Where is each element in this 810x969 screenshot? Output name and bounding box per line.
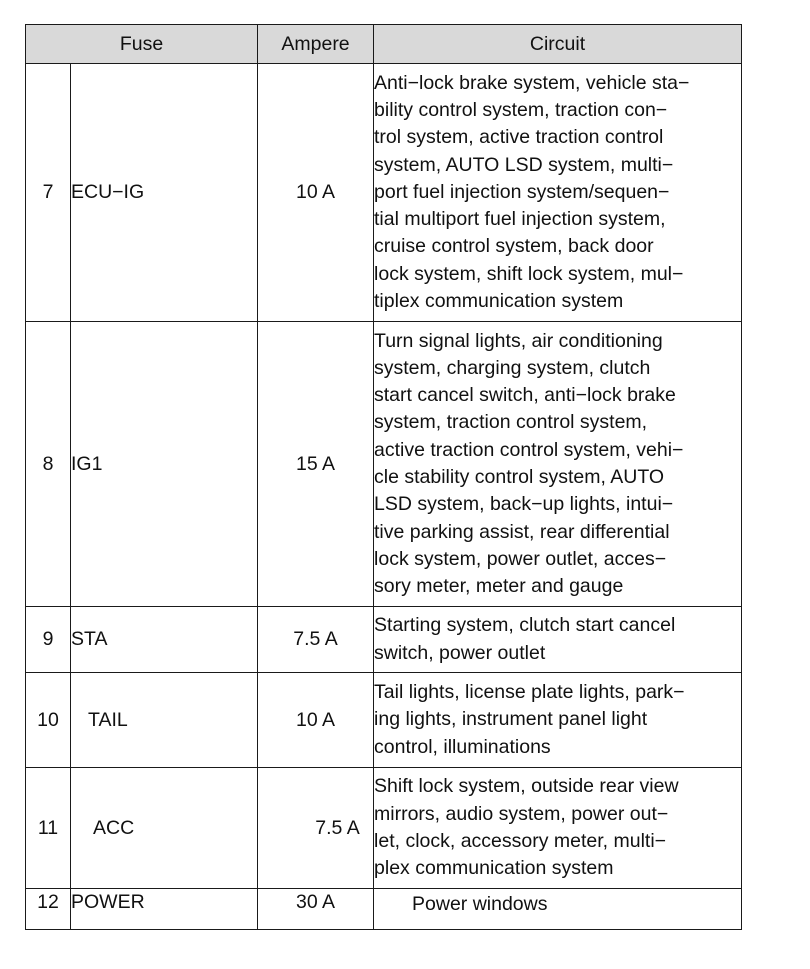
circuit-line: Starting system, clutch start cancel bbox=[374, 614, 676, 637]
circuit-line: Tail lights, license plate lights, park− bbox=[374, 681, 685, 704]
fuse-name: ACC bbox=[71, 768, 258, 889]
circuit-line: system, charging system, clutch bbox=[374, 356, 651, 379]
circuit-line: lock system, shift lock system, mul− bbox=[374, 262, 684, 285]
circuit-line: Turn signal lights, air conditioning bbox=[374, 329, 663, 352]
circuit-line: tive parking assist, rear differential bbox=[374, 520, 670, 543]
fuse-circuit bbox=[374, 64, 742, 322]
fuse-number: 8 bbox=[26, 322, 71, 607]
table-row bbox=[26, 673, 742, 768]
fuse-number: 12 bbox=[26, 889, 71, 930]
circuit-line: port fuel injection system/sequen− bbox=[374, 180, 670, 203]
circuit-line: LSD system, back−up lights, intui− bbox=[374, 493, 674, 516]
header-fuse: Fuse bbox=[26, 25, 258, 64]
circuit-line: mirrors, audio system, power out− bbox=[374, 802, 669, 825]
circuit-line: active traction control system, vehi− bbox=[374, 438, 684, 461]
circuit-line: Shift lock system, outside rear view bbox=[374, 775, 679, 798]
fuse-name: IG1 bbox=[71, 322, 258, 607]
header-row bbox=[26, 25, 742, 64]
fuse-number: 10 bbox=[26, 673, 71, 768]
fuse-circuit bbox=[374, 768, 742, 889]
table-row bbox=[26, 768, 742, 889]
circuit-line: system, AUTO LSD system, multi− bbox=[374, 153, 674, 176]
circuit-line: cle stability control system, AUTO bbox=[374, 466, 665, 488]
circuit-line: bility control system, traction con− bbox=[374, 98, 668, 121]
table-row bbox=[26, 64, 742, 322]
circuit-line: Power windows bbox=[412, 893, 548, 915]
fuse-name: POWER bbox=[71, 889, 258, 930]
fuse-ampere: 7.5 A bbox=[258, 607, 374, 673]
circuit-line: tial multiport fuel injection system, bbox=[374, 208, 666, 231]
fuse-name: ECU−IG bbox=[71, 64, 258, 322]
table-row bbox=[26, 322, 742, 607]
fuse-ampere: 10 A bbox=[258, 673, 374, 768]
circuit-line: trol system, active traction control bbox=[374, 126, 664, 149]
fuse-number: 7 bbox=[26, 64, 71, 322]
circuit-line: cruise control system, back door bbox=[374, 235, 654, 258]
fuse-ampere: 15 A bbox=[258, 322, 374, 607]
fuse-circuit bbox=[374, 607, 742, 673]
fuse-table bbox=[25, 24, 742, 930]
circuit-line: switch, power outlet bbox=[374, 641, 546, 664]
circuit-line: Anti−lock brake system, vehicle sta− bbox=[374, 71, 690, 94]
circuit-line: lock system, power outlet, acces− bbox=[374, 547, 667, 570]
header-circuit: Circuit bbox=[374, 25, 742, 64]
table-row bbox=[26, 889, 742, 930]
circuit-line: let, clock, accessory meter, multi− bbox=[374, 830, 667, 852]
circuit-line: start cancel switch, anti−lock brake bbox=[374, 384, 676, 407]
fuse-ampere: 7.5 A bbox=[258, 768, 374, 889]
fuse-circuit bbox=[374, 673, 742, 768]
circuit-line: tiplex communication system bbox=[374, 290, 624, 313]
header-ampere: Ampere bbox=[258, 25, 374, 64]
circuit-line: ing lights, instrument panel light bbox=[374, 708, 648, 731]
fuse-number: 11 bbox=[26, 768, 71, 889]
fuse-name: STA bbox=[71, 607, 258, 673]
table-row bbox=[26, 607, 742, 673]
circuit-line: plex communication system bbox=[374, 857, 614, 880]
circuit-line: control, illuminations bbox=[374, 735, 551, 758]
fuse-ampere: 10 A bbox=[258, 64, 374, 322]
fuse-name: TAIL bbox=[71, 673, 258, 768]
fuse-circuit bbox=[374, 322, 742, 607]
circuit-line: sory meter, meter and gauge bbox=[374, 575, 624, 598]
fuse-circuit bbox=[374, 889, 742, 930]
circuit-line: system, traction control system, bbox=[374, 411, 648, 434]
fuse-ampere: 30 A bbox=[258, 889, 374, 930]
fuse-number: 9 bbox=[26, 607, 71, 673]
